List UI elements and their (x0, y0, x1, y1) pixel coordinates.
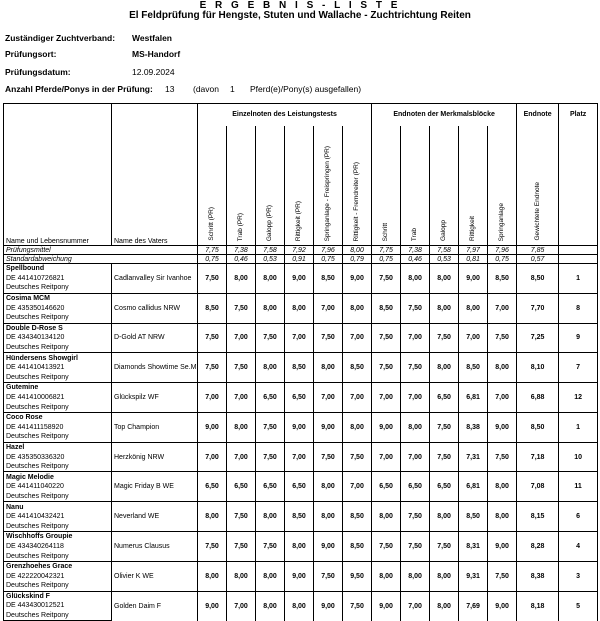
score-cell: 6,50 (198, 472, 227, 502)
score-cell: 8,50 (517, 412, 559, 442)
score-cell: 7,18 (517, 442, 559, 472)
score-cell: 7,50 (372, 323, 401, 353)
score-cell: 9,00 (285, 412, 314, 442)
score-cell: 9,50 (343, 561, 372, 591)
horse-name: Cosima MCM (4, 293, 112, 303)
score-cell: 7,50 (314, 323, 343, 353)
verband-value: Westfalen (132, 33, 172, 43)
score-cell: 7,50 (256, 412, 285, 442)
score-cell: 7,50 (314, 561, 343, 591)
mittel-label: Prüfungsmittel (4, 246, 198, 255)
horse-vater: Cadlanvalley Sir Ivanhoe (112, 264, 198, 294)
table-row (4, 502, 598, 512)
score-cell: 8,50 (343, 532, 372, 562)
score-cell: 7,50 (401, 532, 430, 562)
mittel-value: 7,75 (198, 246, 227, 255)
score-cell: 8,00 (256, 353, 285, 383)
horse-nr: DE 422220042321 (4, 571, 112, 581)
score-cell: 7,25 (517, 323, 559, 353)
score-cell: 9,00 (372, 591, 401, 621)
score-cell: 8,00 (343, 293, 372, 323)
score-cell: 7,50 (343, 442, 372, 472)
horse-rasse: Deutsches Reitpony (4, 373, 112, 383)
score-cell: 8,00 (256, 502, 285, 532)
stdabw-row (4, 255, 598, 264)
score-cell: 7,50 (198, 323, 227, 353)
horse-vater: Neverland WE (112, 502, 198, 532)
score-cell: 6,50 (285, 472, 314, 502)
score-cell: 8,00 (227, 412, 256, 442)
score-cell: 7,00 (343, 383, 372, 413)
score-cell: 9,31 (459, 561, 488, 591)
end-col-2 (430, 126, 459, 246)
einzel-col-0-label: Schritt (PR) (208, 207, 215, 241)
stdabw-value: 0,91 (285, 255, 314, 264)
anzahl-label: Anzahl Pferde/Ponys in der Prüfung: (5, 84, 153, 94)
platz-cell: 4 (559, 532, 598, 562)
score-cell: 6,50 (256, 472, 285, 502)
score-cell: 7,00 (343, 472, 372, 502)
score-cell: 7,50 (227, 532, 256, 562)
horse-vater: Magic Friday B WE (112, 472, 198, 502)
score-cell: 7,50 (430, 532, 459, 562)
ort-label: Prüfungsort: (5, 49, 57, 59)
score-cell: 8,00 (256, 264, 285, 294)
platz-cell: 7 (559, 353, 598, 383)
mittel-value: 7,38 (401, 246, 430, 255)
score-cell: 9,00 (314, 532, 343, 562)
info-anzahl (5, 84, 362, 94)
end-col-0-label: Schritt (382, 222, 390, 241)
score-cell: 8,50 (343, 353, 372, 383)
stdabw-value: 0,75 (488, 255, 517, 264)
einzel-col-0 (198, 126, 227, 246)
stdabw-value: 0,53 (256, 255, 285, 264)
score-cell: 8,00 (430, 561, 459, 591)
einzel-col-2 (256, 126, 285, 246)
horse-rasse: Deutsches Reitpony (4, 492, 112, 502)
horse-nr: DE 434340264118 (4, 542, 112, 552)
score-cell: 9,00 (285, 561, 314, 591)
stdabw-label: Standardabweichung (4, 255, 198, 264)
score-cell: 9,00 (198, 412, 227, 442)
stdabw-value: 0,57 (517, 255, 559, 264)
horse-rasse: Deutsches Reitpony (4, 551, 112, 561)
horse-nr: DE 441410726821 (4, 274, 112, 284)
horse-name: Magic Melodie (4, 472, 112, 482)
horse-rasse: Deutsches Reitpony (4, 283, 112, 293)
score-cell: 9,00 (314, 412, 343, 442)
einzel-col-3 (285, 126, 314, 246)
score-cell: 7,50 (372, 264, 401, 294)
score-cell: 7,50 (256, 532, 285, 562)
score-cell: 7,50 (198, 264, 227, 294)
end-col-4 (488, 126, 517, 246)
horse-vater: Olivier K WE (112, 561, 198, 591)
score-cell: 8,00 (401, 412, 430, 442)
score-cell: 8,00 (285, 293, 314, 323)
horse-vater: Herzkönig NRW (112, 442, 198, 472)
score-cell: 8,00 (488, 472, 517, 502)
stdabw-value: 0,79 (343, 255, 372, 264)
score-cell: 6,50 (285, 383, 314, 413)
score-cell: 7,50 (227, 293, 256, 323)
mittel-row (4, 246, 598, 255)
corner-top (4, 104, 112, 126)
score-cell: 8,31 (459, 532, 488, 562)
horse-vater: Golden Daim F (112, 591, 198, 621)
end-col-0 (372, 126, 401, 246)
platz-col-header (559, 126, 598, 246)
table-row (4, 472, 598, 482)
score-cell: 7,31 (459, 442, 488, 472)
score-cell: 7,50 (430, 442, 459, 472)
horse-nr: DE 441410006821 (4, 393, 112, 403)
einzel-col-4 (314, 126, 343, 246)
score-cell: 8,00 (488, 502, 517, 532)
score-cell: 8,00 (343, 412, 372, 442)
score-cell: 7,00 (401, 323, 430, 353)
score-cell: 8,00 (285, 591, 314, 621)
horse-nr: DE 441411158920 (4, 423, 112, 433)
score-cell: 6,81 (459, 383, 488, 413)
table-row (4, 442, 598, 452)
horse-vater: Numerus Clausus (112, 532, 198, 562)
score-cell: 8,00 (430, 264, 459, 294)
einzel-col-1-label: Trab (PR) (237, 212, 244, 241)
score-cell: 8,00 (256, 591, 285, 621)
score-cell: 7,00 (227, 323, 256, 353)
score-cell: 6,50 (256, 383, 285, 413)
horse-name: Hündersens Showgirl (4, 353, 112, 363)
score-cell: 7,00 (372, 442, 401, 472)
score-cell: 7,00 (198, 442, 227, 472)
score-cell: 7,50 (314, 442, 343, 472)
platz-cell: 1 (559, 412, 598, 442)
mittel-value: 7,58 (256, 246, 285, 255)
stdabw-value: 0,81 (459, 255, 488, 264)
score-cell: 9,00 (488, 591, 517, 621)
score-cell: 8,00 (430, 591, 459, 621)
horse-rasse: Deutsches Reitpony (4, 343, 112, 353)
score-cell: 9,00 (198, 591, 227, 621)
group-platz: Platz (559, 104, 598, 126)
horse-rasse: Deutsches Reitpony (4, 611, 112, 621)
score-cell: 7,00 (401, 383, 430, 413)
platz-cell: 9 (559, 323, 598, 353)
einzel-col-2-label: Galopp (PR) (266, 204, 273, 241)
score-cell: 7,50 (372, 532, 401, 562)
score-cell: 8,50 (517, 264, 559, 294)
score-cell: 6,50 (401, 472, 430, 502)
table-row (4, 293, 598, 303)
score-cell: 8,00 (285, 532, 314, 562)
score-cell: 9,00 (488, 412, 517, 442)
horse-rasse: Deutsches Reitpony (4, 521, 112, 531)
score-cell: 8,18 (517, 591, 559, 621)
platz-cell: 1 (559, 264, 598, 294)
score-cell: 8,00 (227, 561, 256, 591)
horse-nr: DE 441410432421 (4, 512, 112, 522)
score-cell: 7,00 (372, 383, 401, 413)
table-row (4, 353, 598, 363)
platz-cell: 8 (559, 293, 598, 323)
score-cell: 8,00 (459, 293, 488, 323)
score-cell: 8,00 (488, 353, 517, 383)
horse-name: Glückskind F (4, 591, 112, 601)
score-cell: 7,50 (488, 561, 517, 591)
score-cell: 8,50 (488, 264, 517, 294)
stdabw-platz-empty (559, 255, 598, 264)
info-ort (5, 49, 181, 59)
score-cell: 7,00 (227, 383, 256, 413)
score-cell: 7,08 (517, 472, 559, 502)
horse-name: Wischhoffs Groupie (4, 532, 112, 542)
score-cell: 8,00 (372, 502, 401, 532)
horse-nr: DE 443430012521 (4, 601, 112, 611)
score-cell: 9,00 (285, 264, 314, 294)
score-cell: 8,28 (517, 532, 559, 562)
score-cell: 6,50 (227, 472, 256, 502)
score-cell: 7,00 (227, 591, 256, 621)
score-cell: 7,50 (401, 293, 430, 323)
score-cell: 6,81 (459, 472, 488, 502)
horse-vater: Glückspilz WF (112, 383, 198, 413)
score-cell: 7,70 (517, 293, 559, 323)
results-table (3, 103, 598, 621)
score-cell: 8,50 (343, 502, 372, 532)
info-verband (5, 33, 172, 43)
score-cell: 8,00 (430, 293, 459, 323)
score-cell: 7,00 (227, 442, 256, 472)
score-cell: 6,88 (517, 383, 559, 413)
score-cell: 7,50 (401, 353, 430, 383)
score-cell: 8,00 (256, 561, 285, 591)
horse-nr: DE 441410413921 (4, 363, 112, 373)
score-cell: 8,38 (517, 561, 559, 591)
score-cell: 7,50 (227, 353, 256, 383)
horse-vater: Diamonds Showtime Se.M (112, 353, 198, 383)
mittel-value: 7,92 (285, 246, 314, 255)
score-cell: 7,50 (343, 591, 372, 621)
datum-value: 12.09.2024 (132, 67, 175, 77)
score-cell: 7,50 (401, 502, 430, 532)
score-cell: 7,69 (459, 591, 488, 621)
mittel-platz-empty (559, 246, 598, 255)
vater-top (112, 104, 198, 126)
score-cell: 9,00 (488, 532, 517, 562)
group-endnote: Endnote (517, 104, 559, 126)
score-cell: 7,00 (459, 323, 488, 353)
score-cell: 7,50 (488, 442, 517, 472)
stdabw-value: 0,53 (430, 255, 459, 264)
score-cell: 9,00 (314, 591, 343, 621)
score-cell: 8,50 (459, 502, 488, 532)
score-cell: 7,00 (401, 591, 430, 621)
horse-rasse: Deutsches Reitpony (4, 313, 112, 323)
score-cell: 7,50 (372, 353, 401, 383)
score-cell: 8,50 (285, 502, 314, 532)
horse-nr: DE 434340134120 (4, 333, 112, 343)
score-cell: 6,50 (430, 472, 459, 502)
einzel-col-5-label: Rittigkeit - Fremdreiter (PR) (353, 161, 361, 241)
mittel-value: 7,85 (517, 246, 559, 255)
anzahl-value: 13 (165, 84, 175, 94)
score-cell: 8,00 (372, 561, 401, 591)
score-cell: 7,00 (314, 383, 343, 413)
stdabw-value: 0,75 (314, 255, 343, 264)
score-cell: 7,50 (227, 502, 256, 532)
horse-name: Coco Rose (4, 412, 112, 422)
stdabw-value: 0,75 (198, 255, 227, 264)
stdabw-value: 0,46 (401, 255, 430, 264)
platz-cell: 6 (559, 502, 598, 532)
score-cell: 7,50 (256, 323, 285, 353)
score-cell: 7,50 (198, 532, 227, 562)
end-col-1 (401, 126, 430, 246)
score-cell: 8,00 (314, 353, 343, 383)
end-col-1-label: Trab (411, 227, 419, 241)
horse-rasse: Deutsches Reitpony (4, 402, 112, 412)
score-cell: 7,00 (488, 293, 517, 323)
score-cell: 9,00 (372, 412, 401, 442)
score-cell: 7,00 (285, 323, 314, 353)
stdabw-value: 0,46 (227, 255, 256, 264)
score-cell: 6,50 (372, 472, 401, 502)
score-cell: 7,00 (401, 442, 430, 472)
score-cell: 7,50 (430, 412, 459, 442)
mittel-value: 7,75 (372, 246, 401, 255)
horse-nr: DE 435350146620 (4, 303, 112, 313)
horse-nr: DE 441411040220 (4, 482, 112, 492)
end-col-2-label: Galopp (440, 220, 448, 241)
horse-rasse: Deutsches Reitpony (4, 462, 112, 472)
score-cell: 8,00 (430, 502, 459, 532)
score-cell: 7,00 (343, 323, 372, 353)
horse-vater: D-Gold AT NRW (112, 323, 198, 353)
einzel-col-4-label: Springanlage - Freispringen (PR) (324, 145, 331, 241)
score-cell: 7,50 (256, 442, 285, 472)
group-einzelnoten: Einzelnoten des Leistungstests (198, 104, 372, 126)
score-cell: 8,00 (198, 561, 227, 591)
score-cell: 9,00 (459, 264, 488, 294)
end-col-4-label: Springanlage (498, 202, 506, 241)
score-cell: 7,00 (314, 293, 343, 323)
einzel-col-5 (343, 126, 372, 246)
score-cell: 8,00 (401, 561, 430, 591)
page-subtitle: El Feldprüfung für Hengste, Stuten und Wallache - Zuchtrichtung Reiten (129, 10, 471, 21)
endnote-col (517, 126, 559, 246)
info-datum (5, 67, 175, 77)
einzel-col-3-label: Rittigkeit (PR) (295, 200, 302, 241)
score-cell: 8,50 (314, 264, 343, 294)
score-cell: 8,50 (372, 293, 401, 323)
table-row (4, 561, 598, 571)
group-endnoten: Endnoten der Merkmalsblöcke (372, 104, 517, 126)
mittel-value: 7,58 (430, 246, 459, 255)
end-col-3 (459, 126, 488, 246)
score-cell: 8,10 (517, 353, 559, 383)
score-cell: 9,00 (343, 264, 372, 294)
score-cell: 8,38 (459, 412, 488, 442)
horse-rasse: Deutsches Reitpony (4, 581, 112, 591)
score-cell: 8,00 (401, 264, 430, 294)
col-name-header: Name und Lebensnummer (4, 126, 112, 246)
score-cell: 8,00 (314, 502, 343, 532)
table-row (4, 591, 598, 601)
ort-value: MS-Handorf (132, 49, 181, 59)
score-cell: 7,50 (430, 323, 459, 353)
horse-name: Double D-Rose S (4, 323, 112, 333)
score-cell: 8,00 (256, 293, 285, 323)
end-col-3-label: Rittigkeit (469, 216, 477, 241)
score-cell: 8,15 (517, 502, 559, 532)
horse-rasse: Deutsches Reitpony (4, 432, 112, 442)
platz-cell: 10 (559, 442, 598, 472)
platz-cell: 3 (559, 561, 598, 591)
table-row (4, 264, 598, 274)
datum-label: Prüfungsdatum: (5, 67, 71, 77)
mittel-value: 7,96 (314, 246, 343, 255)
davon-suffix: Pferd(e)/Pony(s) ausgefallen) (250, 84, 362, 94)
mittel-value: 7,38 (227, 246, 256, 255)
stdabw-value: 0,75 (372, 255, 401, 264)
table-row (4, 323, 598, 333)
platz-cell: 12 (559, 383, 598, 413)
davon-value: 1 (230, 84, 235, 94)
horse-name: Nanu (4, 502, 112, 512)
platz-cell: 11 (559, 472, 598, 502)
score-cell: 8,50 (285, 353, 314, 383)
score-cell: 7,50 (488, 323, 517, 353)
score-cell: 8,00 (198, 502, 227, 532)
mittel-value: 8,00 (343, 246, 372, 255)
horse-vater: Top Champion (112, 412, 198, 442)
col-vater-header: Name des Vaters (112, 126, 198, 246)
score-cell: 8,50 (198, 293, 227, 323)
table-row (4, 412, 598, 422)
table-row (4, 532, 598, 542)
score-cell: 6,50 (430, 383, 459, 413)
score-cell: 7,00 (198, 383, 227, 413)
score-cell: 7,00 (285, 442, 314, 472)
score-cell: 8,00 (227, 264, 256, 294)
verband-label: Zuständiger Zuchtverband: (5, 33, 116, 43)
einzel-col-1 (227, 126, 256, 246)
page-title: E R G E B N I S - L I S T E (199, 0, 401, 11)
platz-cell: 5 (559, 591, 598, 621)
table-row (4, 383, 598, 393)
score-cell: 8,50 (459, 353, 488, 383)
horse-name: Hazel (4, 442, 112, 452)
mittel-value: 7,96 (488, 246, 517, 255)
score-cell: 7,00 (488, 383, 517, 413)
horse-nr: DE 435350336320 (4, 452, 112, 462)
horse-vater: Cosmo callidus NRW (112, 293, 198, 323)
davon-label: (davon (193, 84, 219, 94)
mittel-value: 7,97 (459, 246, 488, 255)
score-cell: 8,00 (430, 353, 459, 383)
score-cell: 7,50 (198, 353, 227, 383)
horse-name: Grenzhoehes Grace (4, 561, 112, 571)
score-cell: 8,00 (314, 472, 343, 502)
endnote-col-label: Gewichtete Endnote (533, 182, 541, 241)
horse-name: Spellbound (4, 264, 112, 274)
horse-name: Gutemine (4, 383, 112, 393)
